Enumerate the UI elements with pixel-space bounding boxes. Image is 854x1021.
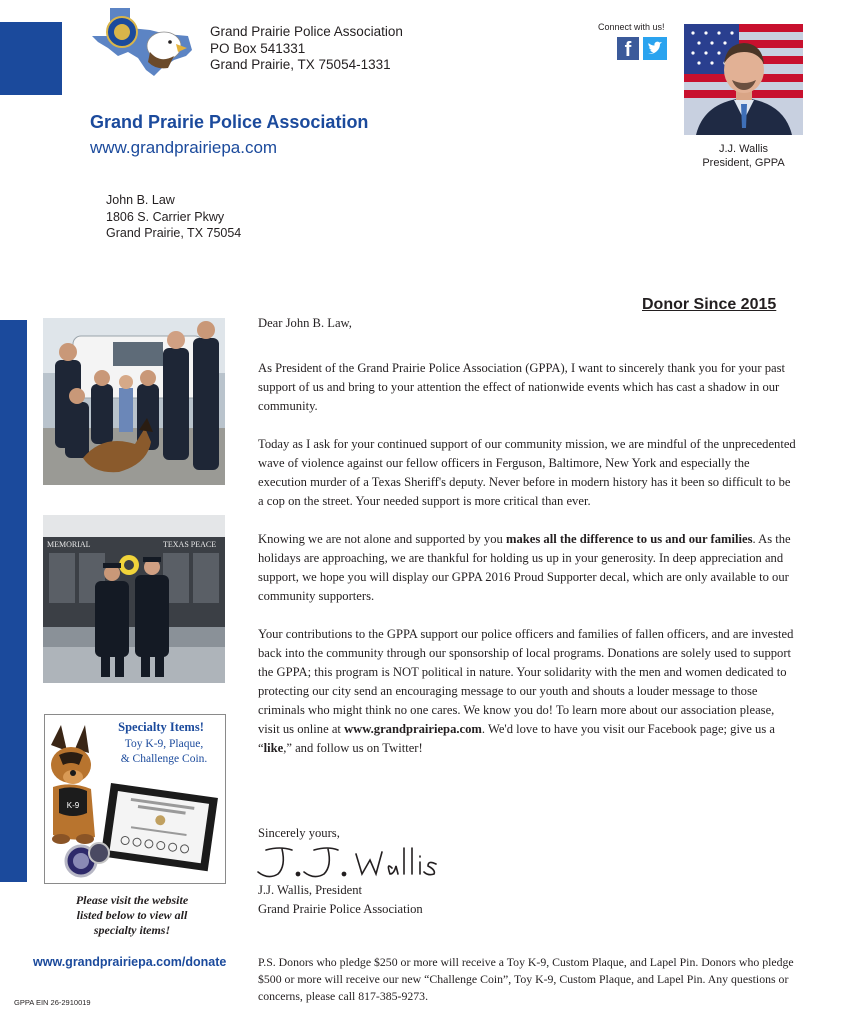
memorial-sign-left: MEMORIAL bbox=[47, 540, 91, 549]
visit-note-line: listed below to view all bbox=[76, 908, 188, 922]
specialty-subtitle-line: Toy K-9, Plaque, bbox=[124, 738, 204, 750]
recipient-line: Grand Prairie, TX 75054 bbox=[106, 226, 242, 240]
letter-paragraph-2: Today as I ask for your continued support of our community mission, we are mindful of the unprecedented wave of violence against our fellow officers in Ferguson, Baltimore, New York and especially the execution murder of a Texas Sheriff's deputy. Never before in modern history has it been so difficult to be a cop on the street. Your needed support is more critical than ever. bbox=[258, 437, 796, 508]
signer-block bbox=[258, 881, 423, 919]
connect-with-us-label: Connect with us! bbox=[598, 22, 665, 32]
p4-text-b: . We'd love to have you visit our Facebook page; give us a “ bbox=[258, 722, 775, 755]
donor-since-heading: Donor Since 2015 bbox=[642, 296, 777, 313]
memorial-officers-photo bbox=[43, 515, 225, 683]
signer-org: Grand Prairie Police Association bbox=[258, 902, 423, 916]
letter-paragraph-1: As President of the Grand Prairie Police Association (GPPA), I want to sincerely thank you for your past support of us and bring to your attention the effect of nationwide events which has cast a shadow in our community. bbox=[258, 361, 785, 413]
recipient-address bbox=[106, 192, 241, 242]
letter-body bbox=[258, 314, 798, 758]
twitter-icon[interactable] bbox=[643, 37, 667, 60]
president-name: J.J. Wallis bbox=[718, 143, 769, 155]
officers-group-photo bbox=[43, 318, 225, 485]
donate-url-link[interactable]: www.grandprairiepa.com/donate bbox=[33, 955, 227, 969]
letter-greeting: Dear John B. Law, bbox=[258, 316, 352, 330]
p3-text-b: . As the holidays are approaching, we are thankful for holding us up in your generosity. In deep appreciation and support, we hope you will display our GPPA 2016 Proud Supporter decal, which are only available to our community supporters. bbox=[258, 532, 791, 603]
signer-name: J.J. Wallis, President bbox=[258, 883, 363, 897]
specialty-subtitle-line: & Challenge Coin. bbox=[120, 752, 208, 765]
letter-paragraph-4 bbox=[258, 625, 798, 758]
letter-closing: Sincerely yours, bbox=[258, 826, 340, 840]
address-line: Grand Prairie Police Association bbox=[210, 24, 403, 39]
memorial-sign-right: TEXAS PEACE bbox=[163, 540, 217, 549]
visit-note-line: Please visit the website bbox=[75, 893, 189, 907]
specialty-title: Specialty Items! bbox=[118, 720, 204, 734]
org-name-heading: Grand Prairie Police Association bbox=[90, 112, 369, 132]
address-line: Grand Prairie, TX 75054-1331 bbox=[210, 57, 391, 72]
k9-vest-tag: K-9 bbox=[66, 801, 80, 810]
visit-note-line: specialty items! bbox=[93, 923, 171, 937]
recipient-line: 1806 S. Carrier Pkwy bbox=[106, 209, 225, 224]
postscript-note: P.S. Donors who pledge $250 or more will receive a Toy K-9, Custom Plaque, and Lapel Pin. Donors who pledge $500 or more will receive our new “Challenge Coin”, Toy K-9, Custom Plaque, and Lapel Pin. Any questions or concerns, please call 817-385-9273. bbox=[258, 955, 794, 1003]
org-website-link[interactable]: www.grandprairiepa.com bbox=[90, 138, 278, 157]
president-portrait bbox=[684, 24, 803, 135]
president-caption bbox=[684, 142, 803, 170]
p3-emphasis: makes all the difference to us and our families bbox=[505, 532, 753, 546]
blue-accent-bar-top bbox=[0, 22, 62, 95]
address-line: PO Box 541331 bbox=[210, 40, 306, 56]
org-mailing-address bbox=[210, 24, 403, 74]
p3-text-a: Knowing we are not alone and supported by you bbox=[258, 532, 506, 546]
facebook-icon[interactable]: f bbox=[617, 37, 639, 60]
p4-website-link[interactable]: www.grandprairiepa.com bbox=[344, 722, 482, 736]
recipient-line: John B. Law bbox=[106, 193, 175, 207]
specialty-items-illustration bbox=[45, 715, 225, 883]
p4-like-emphasis: like bbox=[263, 741, 284, 755]
specialty-items-box bbox=[44, 714, 226, 884]
visit-website-note bbox=[52, 893, 212, 938]
p4-text-a: Your contributions to the GPPA support our police officers and families of fallen officers, and are invested back into the community through our sponsorship of local programs. Donations are solely used to support the GPPA; this program is NOT political in nature. Your solidarity with the men and women dedicated to protecting our city send an encouraging message to our youth and shouts a louder message to those criminals who might think no one cares. We know you do! To learn more about our association please, visit us online at bbox=[258, 627, 794, 736]
ein-number: GPPA EIN 26-2910019 bbox=[14, 998, 91, 1007]
handwritten-signature bbox=[252, 840, 437, 882]
president-title: President, GPPA bbox=[702, 157, 785, 169]
blue-accent-bar-side bbox=[0, 320, 27, 882]
letter-paragraph-3 bbox=[258, 530, 798, 606]
texas-eagle-badge-logo-icon bbox=[88, 6, 198, 78]
p4-text-c: ,” and follow us on Twitter! bbox=[283, 741, 423, 755]
